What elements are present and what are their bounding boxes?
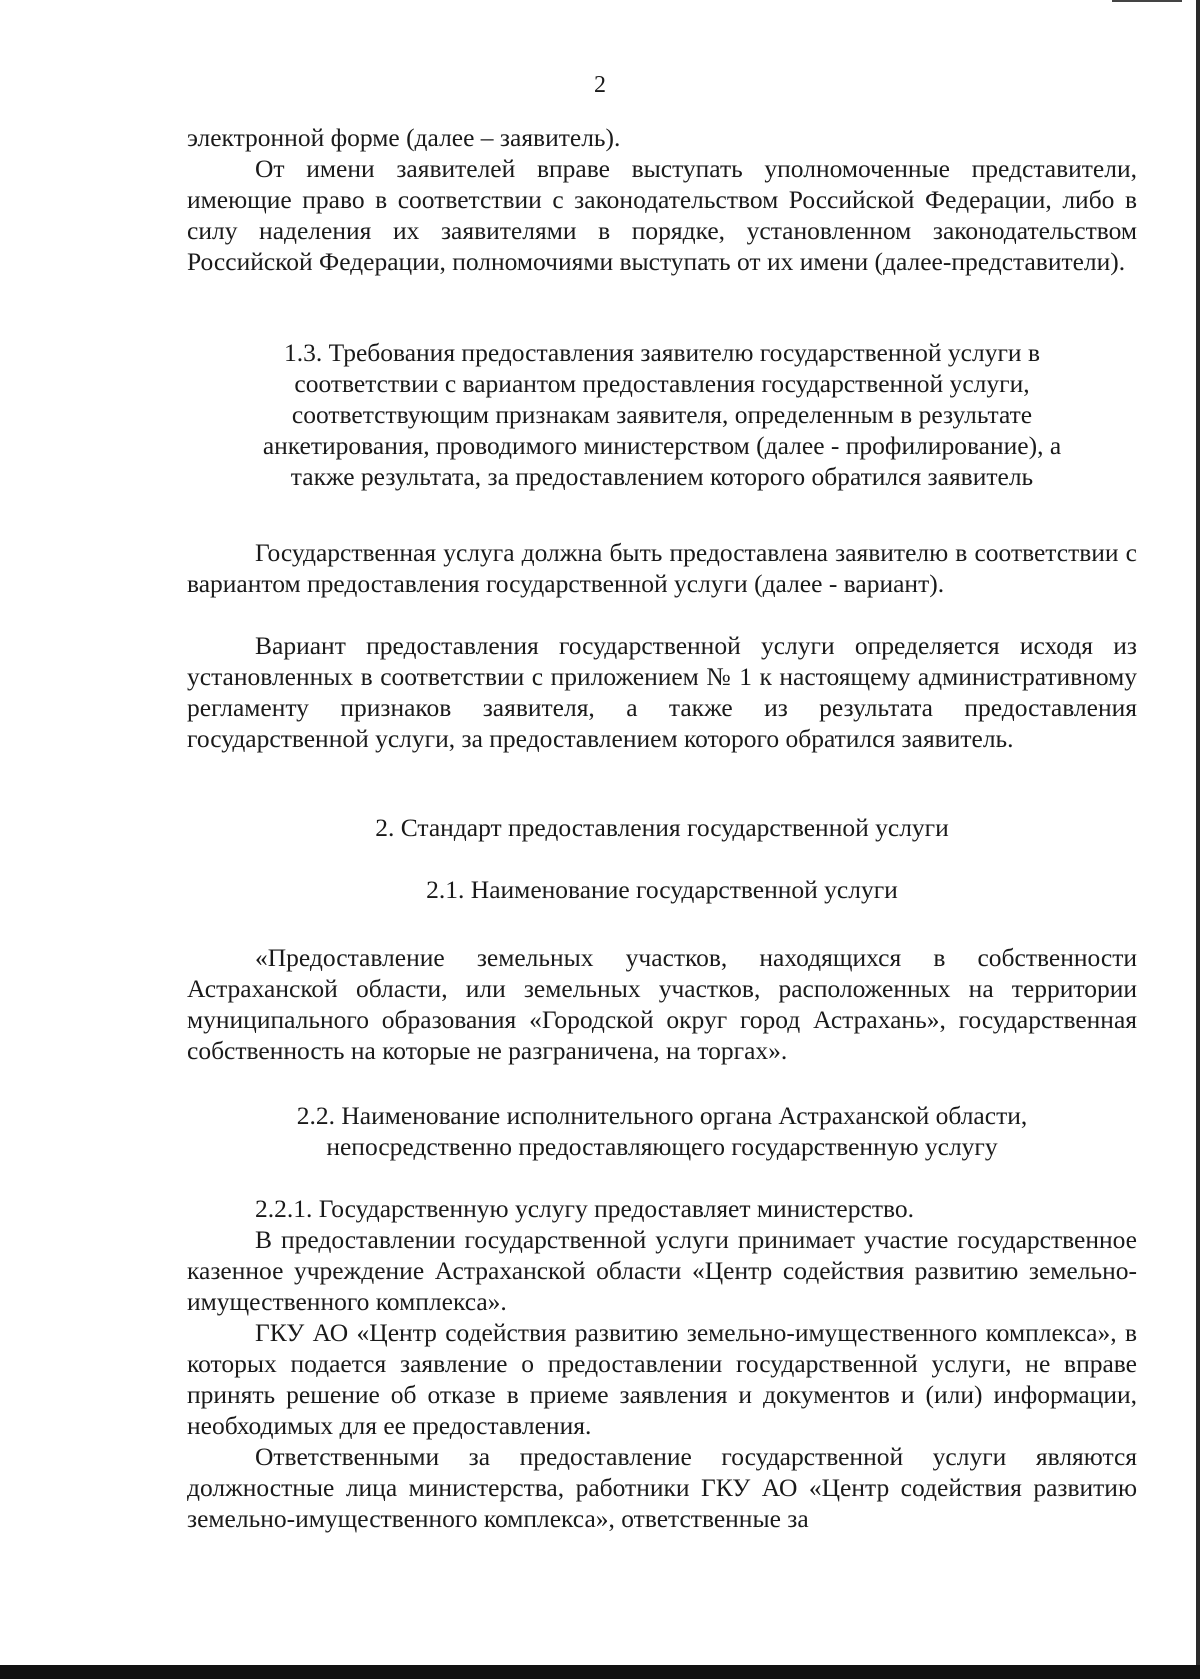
paragraph-representatives: От имени заявителей вправе выступать уполномоченные представители, имеющие право в соответствии с законодательством Российской Федерации, либо в силу наделения их заявителями в порядке, установленном законодательством Российской Федерации, полномочиями выступать от их имени (далее-представители). bbox=[187, 154, 1137, 276]
heading-line: соответствующим признакам заявителя, определенным в результате bbox=[291, 400, 1033, 429]
heading-line: 2. Стандарт предоставления государственной услуги bbox=[375, 813, 949, 842]
heading-section-2-1 bbox=[187, 874, 1137, 905]
scan-edge-right bbox=[1196, 0, 1200, 1679]
scan-edge-bottom bbox=[0, 1665, 1200, 1679]
heading-line: 2.2. Наименование исполнительного органа Астраханской области, bbox=[296, 1101, 1028, 1130]
heading-section-2 bbox=[187, 812, 1137, 843]
heading-line: анкетирования, проводимого министерством (далее - профилирование), а bbox=[262, 431, 1062, 460]
heading-line: также результата, за предоставлением которого обратился заявитель bbox=[290, 462, 1034, 491]
heading-line: непосредственно предоставляющего государственную услугу bbox=[326, 1132, 998, 1161]
paragraph-2-2-1: 2.2.1. Государственную услугу предоставляет министерство. bbox=[255, 1194, 914, 1223]
heading-line: соответствии с вариантом предоставления государственной услуги, bbox=[294, 369, 1030, 398]
paragraph-service-variant: Государственная услуга должна быть предоставлена заявителю в соответствии с вариантом предоставления государственной услуги (далее - вариант). bbox=[187, 538, 1137, 598]
paragraph-responsible: Ответственными за предоставление государственной услуги являются должностные лица министерства, работники ГКУ АО «Центр содействия развитию земельно-имущественного комплекса», ответственные за bbox=[187, 1442, 1137, 1533]
page-number: 2 bbox=[594, 72, 606, 98]
scan-edge-mark bbox=[1112, 0, 1182, 2]
paragraph-gku-ao: ГКУ АО «Центр содействия развитию земельно-имущественного комплекса», в которых подается заявление о предоставлении государственной услуги, не вправе принять решение об отказе в приеме заявления и документов и (или) информации, необходимых для ее предоставления. bbox=[187, 1318, 1137, 1440]
heading-section-2-2 bbox=[187, 1100, 1137, 1162]
heading-line: 1.3. Требования предоставления заявителю государственной услуги в bbox=[283, 338, 1040, 367]
paragraph-variant-determination: Вариант предоставления государственной услуги определяется исходя из установленных в соответствии с приложением № 1 к настоящему административному регламенту признаков заявителя, а также из результата предоставления государственной услуги, за предоставлением которого обратился заявитель. bbox=[187, 631, 1137, 753]
heading-section-1-3 bbox=[187, 337, 1137, 492]
heading-line: 2.1. Наименование государственной услуги bbox=[426, 875, 898, 904]
paragraph-participation: В предоставлении государственной услуги принимает участие государственное казенное учреждение Астраханской области «Центр содействия развитию земельно-имущественного комплекса». bbox=[187, 1225, 1137, 1316]
paragraph-applicant-form: электронной форме (далее – заявитель). bbox=[187, 123, 621, 152]
paragraph-service-name: «Предоставление земельных участков, находящихся в собственности Астраханской области, или земельных участков, расположенных на территории муниципального образования «Городской округ город Астрахань», государственная собственность на которые не разграничена, на торгах». bbox=[187, 943, 1137, 1065]
